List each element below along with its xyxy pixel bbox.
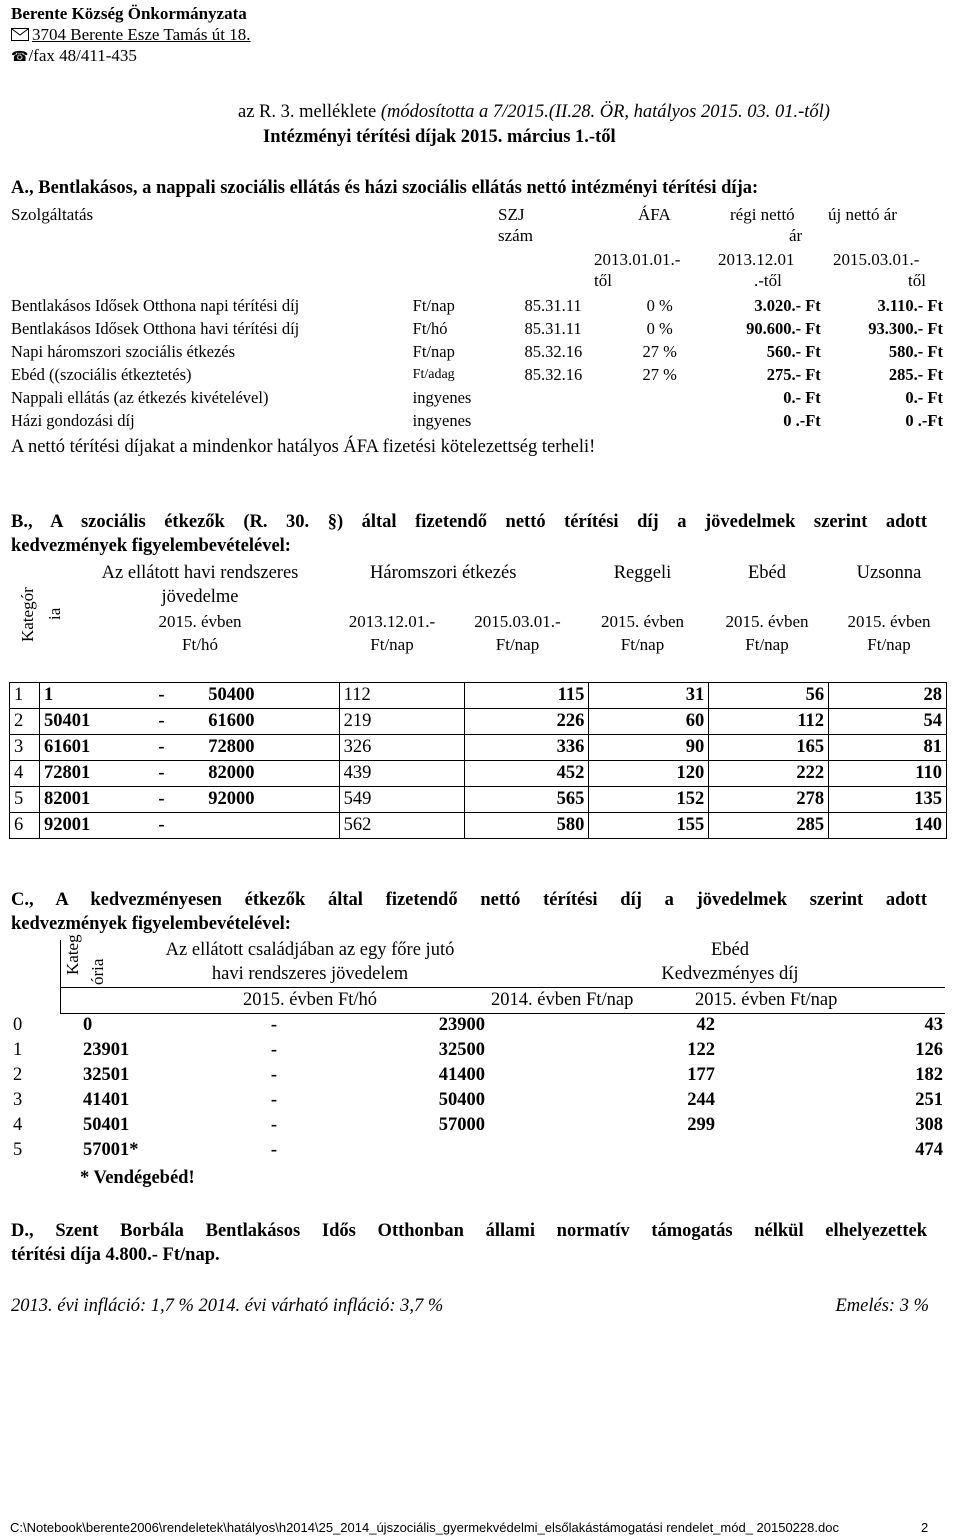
income-dash: - [154,761,204,787]
snack-price: 110 [829,761,947,787]
table-row [10,787,947,813]
income-to: 57000 [438,1115,485,1135]
title-line-1 [238,102,830,123]
table-row [7,409,947,432]
income-from: 72801 [39,761,154,787]
new-price: 93.300.- Ft [868,318,943,338]
three-meals-new: 336 [464,735,589,761]
title-ref: az R. 3. melléklete [238,102,381,122]
price-2015: 474 [915,1140,943,1160]
c-lunch-discount: Kedvezményes díj [661,964,799,984]
price-2014: 244 [687,1090,715,1110]
category-number: 4 [10,761,40,787]
table-row [7,340,947,363]
snack-price: 140 [829,813,947,839]
table-row [10,813,947,839]
price-2015: 251 [915,1090,943,1110]
c-2015-header: 2015. évben Ft/nap [695,990,838,1010]
snack-year: 2015. évben [847,612,931,631]
table-row [7,363,947,386]
three-meals-new: 226 [464,709,589,735]
category-number: 2 [10,709,40,735]
category-number: 4 [13,1115,23,1135]
szj-code: 85.32.16 [524,364,583,384]
income-to: 61600 [204,709,339,735]
category-label-c-2: ória [88,958,107,985]
price-2015: 182 [915,1065,943,1085]
service-name: Nappali ellátás (az étkezés kivételével) [11,387,269,407]
service-unit: ingyenes [412,387,472,407]
income-from: 23901 [83,1040,130,1060]
increase-note: Emelés: 3 % [835,1296,929,1316]
snack-unit: Ft/nap [867,635,911,654]
income-from: 50401 [39,709,154,735]
new-price: 0 .-Ft [905,410,943,430]
income-dash: - [154,709,204,735]
col-szj: SZJ [498,205,525,224]
income-to: 41400 [438,1065,485,1085]
income-from: 92001 [39,813,154,839]
income-from: 82001 [39,787,154,813]
service-unit: Ft/adag [412,366,455,382]
date-1b: től [594,271,612,290]
price-2015: 126 [915,1040,943,1060]
org-name: Berente Község Önkormányzata [11,4,247,23]
service-unit: Ft/nap [412,341,455,361]
income-dash: - [270,1090,278,1110]
three-meals-new: 452 [464,761,589,787]
income-to: 32500 [438,1040,485,1060]
category-number: 3 [10,735,40,761]
new-price: 3.110.- Ft [877,295,943,315]
price-2015: 43 [924,1015,943,1035]
income-from: 32501 [83,1065,130,1085]
date-2: 2013.12.01 [718,250,795,269]
price-2014: 122 [687,1040,715,1060]
col-new-price: új nettó ár [828,205,897,224]
lunch-header: Ebéd [747,563,786,583]
income-to [329,1138,489,1163]
table-row [7,386,947,409]
category-number: 5 [13,1140,23,1160]
table-row [10,683,947,709]
vat-rate [617,409,703,432]
lunch-price: 222 [709,761,829,787]
income-unit: Ft/hó [182,635,218,654]
new-price: 285.- Ft [888,364,943,384]
three-meals-new: 580 [464,813,589,839]
table-row [9,1063,947,1088]
section-c-heading-2: kedvezmények figyelembevételével: [11,914,291,934]
page-number: 2 [921,1520,929,1535]
three-meals-new: 115 [464,683,589,709]
inflation-note: 2013. évi infláció: 1,7 % 2014. évi várható infláció: 3,7 % [11,1296,444,1316]
table-row [9,1038,947,1063]
section-d-line-1: D., Szent Borbála Bentlakásos Idős Otthonban állami normatív támogatás nélkül elhelyezettek [11,1221,927,1241]
category-number: 2 [13,1065,23,1085]
szj-code: 85.32.16 [524,341,583,361]
three-meals-new-date: 2015.03.01.- [474,612,561,631]
col-szj-2: szám [498,226,533,245]
price-2014: 42 [696,1015,715,1035]
income-to: 50400 [438,1090,485,1110]
c-header-left-rule [60,940,61,1013]
service-unit: Ft/nap [412,295,455,315]
c-2014-header: 2014. évben Ft/nap [491,990,634,1010]
szj-code: 85.31.11 [524,295,582,315]
category-number: 3 [13,1090,23,1110]
income-to: 72800 [204,735,339,761]
breakfast-price: 152 [589,787,709,813]
service-name: Ebéd ((szociális étkeztetés) [11,364,192,384]
category-label-2: ia [45,607,64,620]
three-meals-old: 562 [339,813,464,839]
address-text: 3704 Berente Esze Tamás út 18. [32,25,251,44]
service-name: Házi gondozási díj [11,410,135,430]
lunch-price: 112 [709,709,829,735]
lunch-price: 285 [709,813,829,839]
page-title: Intézményi térítési díjak 2015. március 1.-től [263,127,616,147]
snack-price: 135 [829,787,947,813]
snack-price: 54 [829,709,947,735]
price-2014 [489,1138,719,1163]
vat-rate: 27 % [642,364,677,384]
three-meals-old: 219 [339,709,464,735]
col-old-price: régi nettó [730,205,795,224]
income-dash: - [154,735,204,761]
three-meals-header: Háromszori étkezés [370,563,517,583]
address-line [11,24,251,45]
c-income-year: 2015. évben Ft/hó [242,990,378,1010]
section-b-heading: B., A szociális étkezők (R. 30. §) által fizetendő nettó térítési díj a jövedelmek szerint adott [11,512,927,532]
old-price: 275.- Ft [766,364,821,384]
three-meals-old: 112 [339,683,464,709]
lunch-price: 165 [709,735,829,761]
three-meals-new-unit: Ft/nap [495,635,540,654]
income-header: Az ellátott havi rendszeres [101,563,299,583]
c-income-header-2: havi rendszeres jövedelem [211,964,409,984]
income-dash: - [154,813,204,839]
price-2014: 177 [687,1065,715,1085]
old-price: 3.020.- Ft [754,295,821,315]
service-name: Napi háromszori szociális étkezés [11,341,236,361]
col-service: Szolgáltatás [11,205,94,224]
price-2015: 308 [915,1115,943,1135]
lunch-price: 278 [709,787,829,813]
three-meals-old-unit: Ft/nap [370,635,414,654]
breakfast-header: Reggeli [613,563,672,583]
date-2b: .-től [754,271,782,290]
vat-note: A nettó térítési díjakat a mindenkor hatályos ÁFA fizetési kötelezettség terheli! [11,437,596,457]
fax-text: /fax 48/411-435 [28,46,137,65]
category-number: 0 [13,1015,23,1035]
lunch-unit: Ft/nap [745,635,789,654]
szj-code: 85.31.11 [524,318,582,338]
income-dash: - [270,1015,278,1035]
fax-line [11,45,137,68]
category-number: 1 [10,683,40,709]
section-d-line-2: térítési díja 4.800.- Ft/nap. [11,1245,220,1265]
service-name: Bentlakásos Idősek Otthona havi térítési díj [11,318,300,338]
snack-price: 28 [829,683,947,709]
breakfast-unit: Ft/nap [620,635,665,654]
section-a-heading: A., Bentlakásos, a nappali szociális ellátás és házi szociális ellátás nettó intézményi térítési díja: [11,178,759,198]
new-price: 580.- Ft [888,341,943,361]
income-dash: - [270,1140,278,1160]
old-price: 90.600.- Ft [746,318,821,338]
vat-rate: 0 % [646,318,673,338]
category-number: 1 [13,1040,23,1060]
three-meals-old: 326 [339,735,464,761]
category-label-c: Kateg [63,934,82,975]
income-dash: - [154,787,204,813]
table-row [10,709,947,735]
income-to [204,813,339,839]
date-3b: től [908,271,926,290]
breakfast-price: 120 [589,761,709,787]
income-from: 1 [39,683,154,709]
income-from: 57001* [83,1140,139,1160]
category-number: 6 [10,813,40,839]
old-price: 560.- Ft [766,341,821,361]
income-dash: - [270,1065,278,1085]
service-unit: ingyenes [412,410,472,430]
breakfast-price: 31 [589,683,709,709]
lunch-year: 2015. évben [725,612,809,631]
income-from: 61601 [39,735,154,761]
three-meals-new: 565 [464,787,589,813]
table-row [9,1113,947,1138]
income-to: 23900 [438,1015,485,1035]
income-to: 92000 [204,787,339,813]
three-meals-old-date: 2013.12.01.- [348,612,436,631]
szj-code [520,386,616,409]
table-b [9,682,947,839]
breakfast-price: 60 [589,709,709,735]
old-price: 0 .-Ft [783,410,821,430]
income-to: 82000 [204,761,339,787]
three-meals-old: 549 [339,787,464,813]
service-name: Bentlakásos Idősek Otthona napi térítési díj [11,295,300,315]
new-price: 0.- Ft [905,387,943,407]
lunch-price: 56 [709,683,829,709]
col-afa: ÁFA [638,205,671,224]
footer-path: C:\Notebook\berente2006\rendeletek\hatályos\h2014\25_2014_újszociális_gyermekvédelmi_elsőlakástámogatási rendelet_mód_ 20150228.doc [10,1520,839,1535]
income-from: 41401 [83,1090,130,1110]
table-row [9,1138,947,1163]
section-b-heading-2: kedvezmények figyelembevételével: [11,536,291,556]
vat-rate [617,386,703,409]
section-c-heading: C., A kedvezményesen étkezők által fizetendő nettó térítési díj a jövedelmek szerint adott [11,890,927,910]
table-row [10,761,947,787]
c-header-rule [60,987,945,988]
title-modified: (módosította a 7/2015.(II.28. ÖR, hatályos 2015. 03. 01.-től) [380,102,830,122]
table-row [9,1013,947,1038]
price-2014: 299 [687,1115,715,1135]
category-number: 5 [10,787,40,813]
income-dash: - [270,1040,278,1060]
szj-code [520,409,616,432]
three-meals-old: 439 [339,761,464,787]
table-row [10,735,947,761]
service-unit: Ft/hó [412,318,448,338]
vat-rate: 0 % [646,295,673,315]
income-year: 2015. évben [158,612,242,631]
breakfast-price: 90 [589,735,709,761]
table-a [7,294,947,432]
income-from: 0 [83,1015,93,1035]
income-from: 50401 [83,1115,130,1135]
guest-meal-note: * Vendégebéd! [80,1168,195,1188]
phone-icon: ☎ [11,49,29,65]
col-old-price-2: ár [789,226,803,245]
vat-rate: 27 % [642,341,677,361]
snack-price: 81 [829,735,947,761]
old-price: 0.- Ft [783,387,821,407]
table-row [9,1088,947,1113]
income-to: 50400 [204,683,339,709]
table-c [9,1013,947,1163]
breakfast-price: 155 [589,813,709,839]
income-dash: - [270,1115,278,1135]
table-row [7,317,947,340]
date-3: 2015.03.01.- [833,250,920,269]
income-dash: - [154,683,204,709]
c-income-header: Az ellátott családjában az egy főre jutó [165,940,455,960]
table-row [7,294,947,317]
date-1: 2013.01.01.- [594,250,681,269]
breakfast-year: 2015. évben [600,612,685,631]
snack-header: Uzsonna [856,563,922,583]
income-header-2: jövedelme [161,587,239,607]
envelope-icon [11,28,29,41]
c-lunch-header: Ebéd [710,940,749,960]
category-label: Kategór [18,587,37,642]
